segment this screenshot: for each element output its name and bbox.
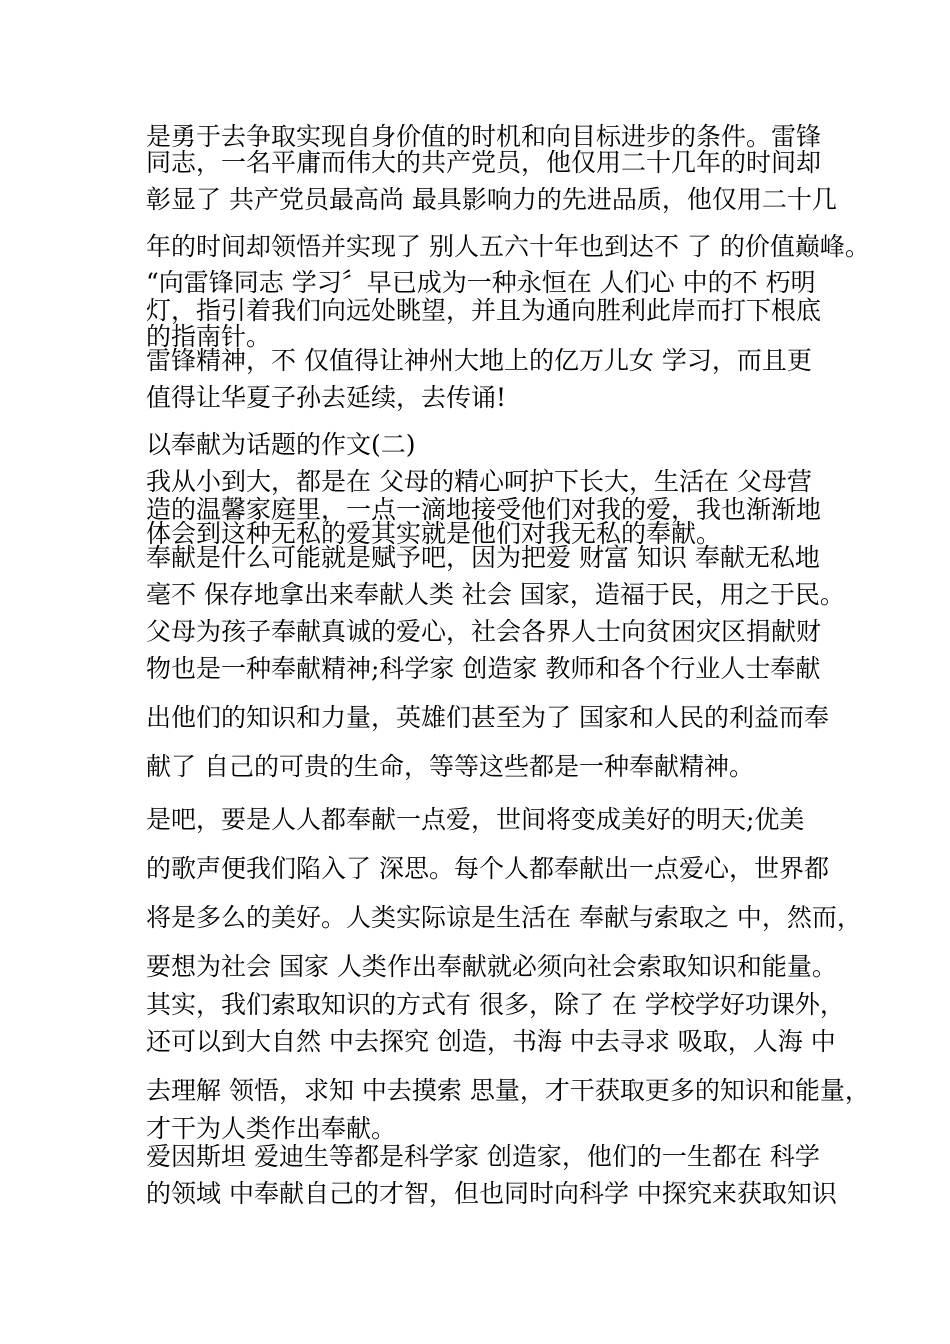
text-line: 爱因斯坦 爱迪生等都是科学家 创造家，他们的一生都在 科学 — [146, 1142, 820, 1171]
text-line: 才干为人类作出奉献。 — [146, 1114, 397, 1143]
text-line: 值得让华夏子孙去延续，去传诵! — [146, 383, 507, 412]
text-line: 的指南针。 — [146, 322, 272, 351]
text-line: 去理解 领悟，求知 中去摸索 思量，才干获取更多的知识和能量， — [146, 1076, 870, 1105]
text-line: 雷锋精神，不 仅值得让神州大地上的亿万儿女 学习，而且更 — [146, 346, 812, 375]
text-line: 彰显了 共产党员最高尚 最具影响力的先进品质，他仅用二十几 — [146, 185, 837, 214]
text-line: 年的时间却领悟并实现了 别人五六十年也到达不 了 的价值巅峰。 — [146, 232, 870, 261]
text-line: 我从小到大，都是在 父母的精心呵护下长大，生活在 父母营 — [146, 467, 812, 496]
text-line: 奉献是什么可能就是赋予吧，因为把爱 财富 知识 奉献无私地 — [146, 543, 820, 572]
text-line: 灯，指引着我们向远处眺望，并且为通向胜利此岸而打下根底 — [146, 296, 822, 325]
text-line: 其实，我们索取知识的方式有 很多，除了 在 学校学好功课外， — [146, 990, 845, 1019]
text-line: 是勇于去争取实现自身价值的时机和向目标进步的条件。雷锋 — [146, 122, 822, 151]
text-line: 是吧，要是人人都奉献一点爱，世间将变成美好的明天;优美 — [146, 805, 805, 834]
text-line: 造的温馨家庭里，一点一滴地接受他们对我的爱，我也渐渐地 — [146, 495, 822, 524]
section-heading: 以奉献为话题的作文(二) — [146, 430, 416, 459]
text-line: 父母为孩子奉献真诚的爱心，社会各界人士向贫困灾区捐献财 — [146, 617, 822, 646]
text-line: 献了 自己的可贵的生命，等等这些都是一种奉献精神。 — [146, 752, 754, 781]
text-line: 毫不 保存地拿出来奉献人类 社会 国家，造福于民，用之于民。 — [146, 580, 845, 609]
text-line: “向雷锋同志 学习〞早已成为一种永恒在 人们心 中的不 朽明 — [146, 268, 816, 297]
text-line: 同志，一名平庸而伟大的共产党员，他仅用二十几年的时间却 — [146, 148, 822, 177]
text-line: 的歌声便我们陷入了 深思。每个人都奉献出一点爱心，世界都 — [146, 854, 829, 883]
text-line: 物也是一种奉献精神;科学家 创造家 教师和各个行业人士奉献 — [146, 654, 821, 683]
text-line: 出他们的知识和力量，英雄们甚至为了 国家和人民的利益而奉 — [146, 703, 829, 732]
text-line: 要想为社会 国家 人类作出奉献就必须向社会索取知识和能量。 — [146, 952, 837, 981]
text-line: 的领域 中奉献自己的才智，但也同时向科学 中探究来获取知识 — [146, 1179, 837, 1208]
text-line: 还可以到大自然 中去探究 创造，书海 中去寻求 吸取，人海 中 — [146, 1027, 836, 1056]
text-line: 将是多么的美好。人类实际谅是生活在 奉献与索取之 中，然而， — [146, 903, 862, 932]
text-line: 体会到这种无私的爱其实就是他们对我无私的奉献。 — [146, 519, 722, 548]
